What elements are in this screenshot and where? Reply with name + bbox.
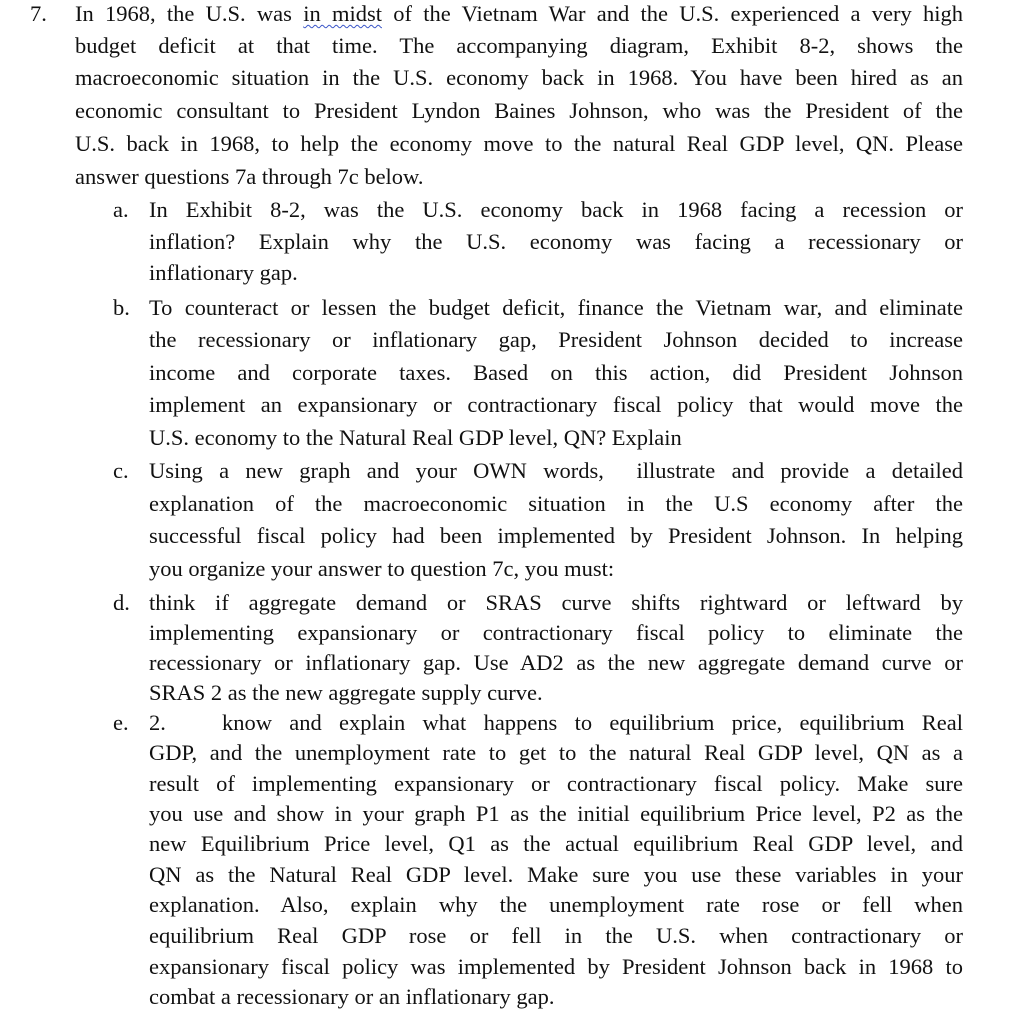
part-b-line: the recessionary or inflationary gap, President Johnson decided to increase — [149, 327, 963, 352]
part-b-marker: b. — [113, 295, 130, 320]
question-line: In 1968, the U.S. was in midst of the Vietnam War and the U.S. experienced a very high — [75, 1, 964, 26]
question-line: budget deficit at that time. The accompanying diagram, Exhibit 8-2, shows the — [75, 33, 963, 58]
part-e-line: combat a recessionary or an inflationary gap. — [149, 984, 555, 1009]
part-e-line: GDP, and the unemployment rate to get to the natural Real GDP level, QN as a — [149, 740, 963, 765]
question-line: economic consultant to President Lyndon Baines Johnson, who was the President of the — [75, 98, 963, 123]
part-e-sub-number: 2. — [149, 710, 166, 735]
part-e-line: you use and show in your graph P1 as the initial equilibrium Price level, P2 as the — [149, 801, 963, 826]
part-a-line: inflation? Explain why the U.S. economy was facing a recessionary or — [149, 229, 963, 254]
part-e-line: new Equilibrium Price level, Q1 as the actual equilibrium Real GDP level, and — [149, 831, 963, 856]
question-line: answer questions 7a through 7c below. — [75, 164, 424, 189]
part-a-line: inflationary gap. — [149, 260, 298, 285]
part-e-marker: e. — [113, 710, 129, 735]
part-b-line: income and corporate taxes. Based on this action, did President Johnson — [149, 360, 963, 385]
grammar-flagged-text: in midst — [303, 1, 382, 26]
question-line: U.S. back in 1968, to help the economy move to the natural Real GDP level, QN. Please — [75, 131, 963, 156]
part-e-line: equilibrium Real GDP rose or fell in the U.S. when contractionary or — [149, 923, 963, 948]
part-d-line: recessionary or inflationary gap. Use AD2 as the new aggregate demand curve or — [149, 650, 963, 675]
part-c-line: Using a new graph and your OWN words, illustrate and provide a detailed — [149, 458, 963, 483]
part-c-line: successful fiscal policy had been implemented by President Johnson. In helping — [149, 523, 963, 548]
part-d-line: think if aggregate demand or SRAS curve shifts rightward or leftward by — [149, 590, 963, 615]
part-c-marker: c. — [113, 458, 129, 483]
question-line: macroeconomic situation in the U.S. economy back in 1968. You have been hired as an — [75, 65, 963, 90]
part-d-marker: d. — [113, 590, 130, 615]
part-c-line: explanation of the macroeconomic situation in the U.S economy after the — [149, 491, 963, 516]
part-b-line: To counteract or lessen the budget deficit, finance the Vietnam war, and eliminate — [149, 295, 963, 320]
part-d-line: implementing expansionary or contractionary fiscal policy to eliminate the — [149, 620, 963, 645]
part-a-line: In Exhibit 8-2, was the U.S. economy back in 1968 facing a recession or — [149, 197, 963, 222]
part-b-line: implement an expansionary or contractionary fiscal policy that would move the — [149, 392, 963, 417]
part-e-line: know and explain what happens to equilibrium price, equilibrium Real — [222, 710, 963, 735]
question-number: 7. — [30, 1, 47, 26]
part-b-line: U.S. economy to the Natural Real GDP level, QN? Explain — [149, 425, 682, 450]
part-d-line: SRAS 2 as the new aggregate supply curve. — [149, 680, 543, 705]
part-e-line: QN as the Natural Real GDP level. Make sure you use these variables in your — [149, 862, 963, 887]
part-e-line: result of implementing expansionary or contractionary fiscal policy. Make sure — [149, 771, 963, 796]
part-a-marker: a. — [113, 197, 129, 222]
part-e-line: explanation. Also, explain why the unemployment rate rose or fell when — [149, 892, 963, 917]
part-e-line: expansionary fiscal policy was implemented by President Johnson back in 1968 to — [149, 954, 963, 979]
part-c-line: you organize your answer to question 7c, you must: — [149, 556, 615, 581]
